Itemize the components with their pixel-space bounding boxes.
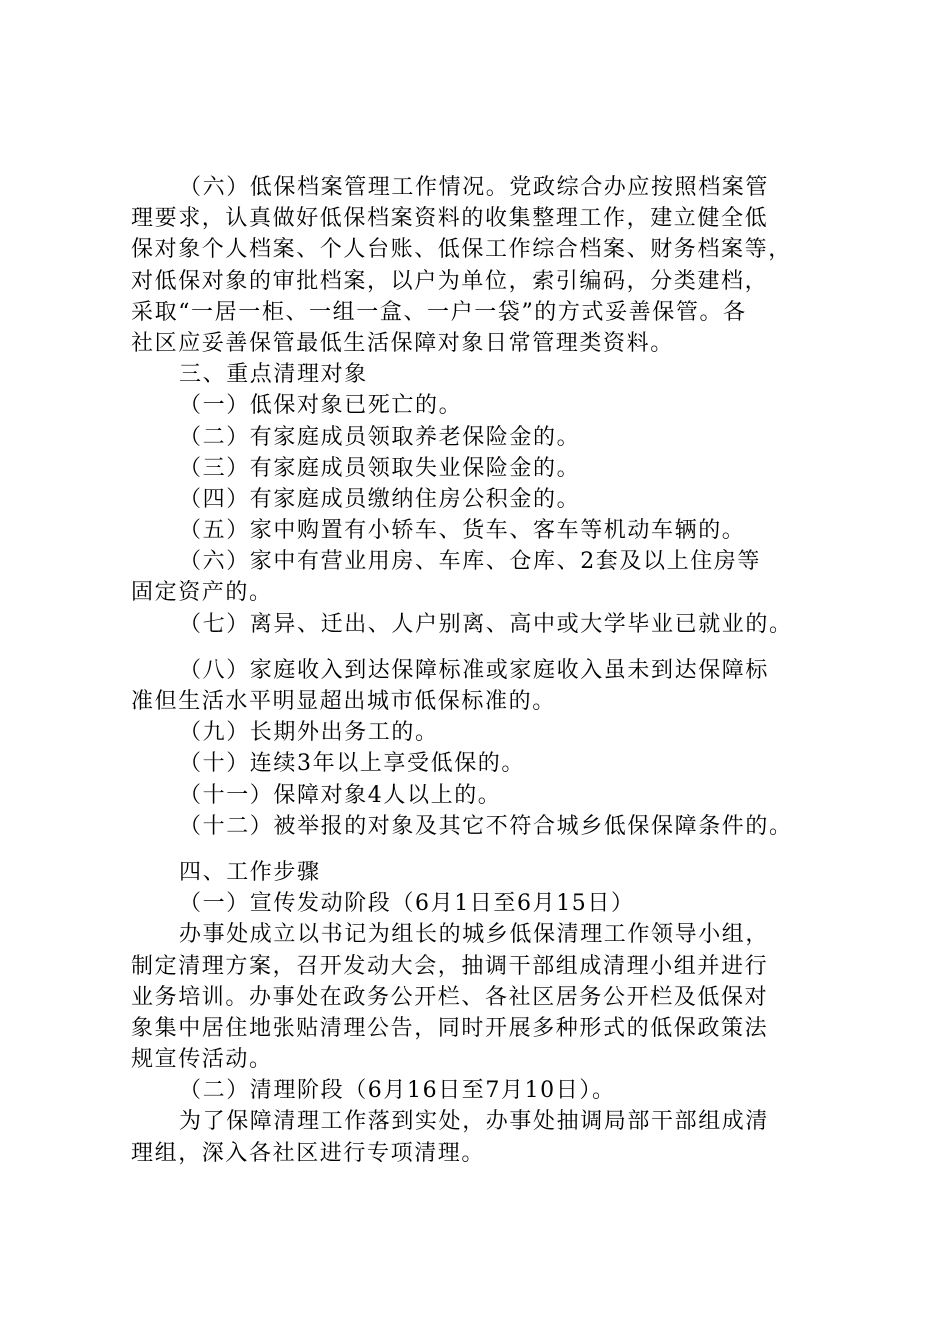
list-item: （七）离异、迁出、人户别离、高中或大学毕业已就业的。	[179, 611, 793, 637]
paragraph-line: 理组，深入各社区进行专项清理。	[131, 1140, 486, 1166]
paragraph-line: 采取“一居一柜、一组一盒、一户一袋”的方式妥善保管。各	[131, 299, 747, 325]
list-item: （十二）被举报的对象及其它不符合城乡低保保障条件的。	[179, 813, 793, 839]
document-body	[131, 172, 831, 1169]
paragraph-line: 理要求，认真做好低保档案资料的收集整理工作，建立健全低	[131, 206, 769, 232]
list-item: （六）家中有营业用房、车库、仓库、2套及以上住房等	[179, 549, 761, 575]
list-item: （十）连续3年以上享受低保的。	[179, 751, 525, 777]
paragraph-line: 社区应妥善保管最低生活保障对象日常管理类资料。	[131, 330, 674, 356]
paragraph-line: 业务培训。办事处在政务公开栏、各社区居务公开栏及低保对	[131, 984, 769, 1010]
paragraph-line: 制定清理方案，召开发动大会，抽调干部组成清理小组并进行	[131, 953, 769, 979]
section-heading: 四、工作步骤	[179, 859, 321, 885]
list-item-continuation: 准但生活水平明显超出城市低保标准的。	[131, 689, 556, 714]
list-item: （十一）保障对象4人以上的。	[179, 782, 502, 808]
list-item-continuation: 固定资产的。	[131, 580, 273, 606]
paragraph-line: 办事处成立以书记为组长的城乡低保清理工作领导小组，	[179, 922, 770, 948]
paragraph-line: 象集中居住地张贴清理公告，同时开展多种形式的低保政策法	[131, 1015, 769, 1041]
paragraph-line: 规宣传活动。	[131, 1047, 273, 1073]
paragraph-gap	[131, 640, 831, 655]
subsection-heading: （二）清理阶段（6月16日至7月10日）。	[179, 1078, 616, 1104]
list-item: （四）有家庭成员缴纳住房公积金的。	[179, 486, 581, 512]
paragraph-line: （六）低保档案管理工作情况。党政综合办应按照档案管	[179, 175, 770, 200]
list-item: （一）低保对象已死亡的。	[179, 393, 463, 419]
paragraph-gap	[131, 842, 831, 857]
list-item: （二）有家庭成员领取养老保险金的。	[179, 424, 581, 450]
list-item: （九）长期外出务工的。	[179, 720, 439, 746]
section-heading: 三、重点清理对象	[179, 362, 368, 388]
list-item: （八）家庭收入到达保障标准或家庭收入虽未到达保障标	[179, 657, 770, 683]
subsection-heading: （一）宣传发动阶段（6月1日至6月15日）	[179, 891, 635, 917]
paragraph-line: 对低保对象的审批档案，以户为单位，索引编码，分类建档，	[131, 268, 769, 294]
paragraph-line: 保对象个人档案、个人台账、低保工作综合档案、财务档案等，	[131, 237, 792, 263]
list-item: （五）家中购置有小轿车、货车、客车等机动车辆的。	[179, 518, 746, 544]
paragraph-line: 为了保障清理工作落到实处，办事处抽调局部干部组成清	[179, 1109, 770, 1135]
list-item: （三）有家庭成员领取失业保险金的。	[179, 455, 581, 481]
